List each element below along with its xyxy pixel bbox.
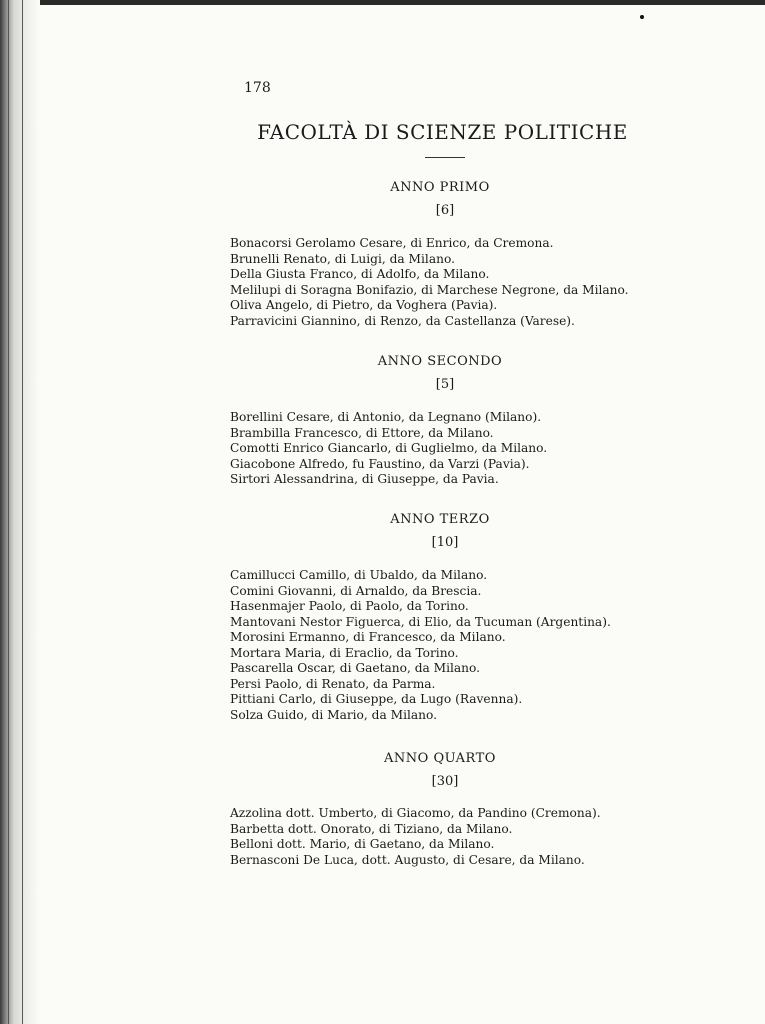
list-item: Comotti Enrico Giancarlo, di Guglielmo, da Milano. (230, 441, 548, 455)
section-count: [5] (435, 377, 455, 392)
student-list-anno-primo (230, 236, 629, 329)
list-item: Hasenmajer Paolo, di Paolo, da Torino. (230, 599, 469, 613)
student-list-anno-terzo (230, 568, 611, 723)
list-item: Mantovani Nestor Figuerca, di Elio, da Tucuman (Argentina). (230, 614, 611, 629)
list-item: Melilupi di Soragna Bonifazio, di Marchese Negrone, da Milano. (230, 282, 629, 297)
list-item: Brunelli Renato, di Luigi, da Milano. (230, 251, 455, 266)
section-count: [6] (435, 203, 455, 218)
list-item: Parravicini Giannino, di Renzo, da Castellanza (Varese). (230, 313, 575, 328)
section-count: [30] (431, 774, 459, 789)
student-list-anno-quarto (230, 806, 601, 868)
list-item: Della Giusta Franco, di Adolfo, da Milano. (230, 267, 490, 281)
list-item: Pittiani Carlo, di Giuseppe, da Lugo (Ravenna). (230, 692, 523, 706)
list-item: Azzolina dott. Umberto, di Giacomo, da Pandino (Cremona). (230, 806, 601, 820)
list-item: Belloni dott. Mario, di Gaetano, da Milano. (230, 837, 495, 851)
list-item: Bernasconi De Luca, dott. Augusto, di Cesare, da Milano. (230, 852, 585, 867)
scan-top-edge (0, 0, 765, 5)
section-heading-anno-quarto: ANNO QUARTO (384, 751, 496, 766)
student-list-anno-secondo (230, 410, 547, 488)
book-binding-edge (0, 0, 40, 1024)
list-item: Brambilla Francesco, di Ettore, da Milano. (230, 425, 494, 440)
binding-line (22, 0, 23, 1024)
list-item: Bonacorsi Gerolamo Cesare, di Enrico, da Cremona. (230, 236, 554, 250)
page-number: 178 (244, 80, 271, 96)
list-item: Oliva Angelo, di Pietro, da Voghera (Pavia). (230, 298, 498, 312)
list-item: Barbetta dott. Onorato, di Tiziano, da Milano. (230, 821, 513, 836)
list-item: Giacobone Alfredo, fu Faustino, da Varzi (Pavia). (230, 456, 530, 471)
list-item: Camillucci Camillo, di Ubaldo, da Milano. (230, 568, 488, 582)
section-heading-anno-secondo: ANNO SECONDO (377, 354, 503, 369)
list-item: Comini Giovanni, di Arnaldo, da Brescia. (230, 583, 482, 598)
list-item: Persi Paolo, di Renato, da Parma. (230, 676, 436, 691)
list-item: Mortara Maria, di Eraclio, da Torino. (230, 645, 459, 660)
section-heading-anno-terzo: ANNO TERZO (390, 512, 490, 527)
ink-speck (640, 15, 644, 19)
list-item: Borellini Cesare, di Antonio, da Legnano (Milano). (230, 410, 542, 424)
binding-line (8, 0, 9, 1024)
list-item: Pascarella Oscar, di Gaetano, da Milano. (230, 661, 481, 675)
page-title: FACOLTÀ DI SCIENZE POLITICHE (257, 120, 628, 144)
section-count: [10] (431, 535, 459, 550)
list-item: Solza Guido, di Mario, da Milano. (230, 707, 437, 722)
list-item: Sirtori Alessandrina, di Giuseppe, da Pavia. (230, 472, 499, 486)
list-item: Morosini Ermanno, di Francesco, da Milano. (230, 630, 506, 644)
section-heading-anno-primo: ANNO PRIMO (390, 180, 490, 195)
title-divider (425, 157, 465, 158)
